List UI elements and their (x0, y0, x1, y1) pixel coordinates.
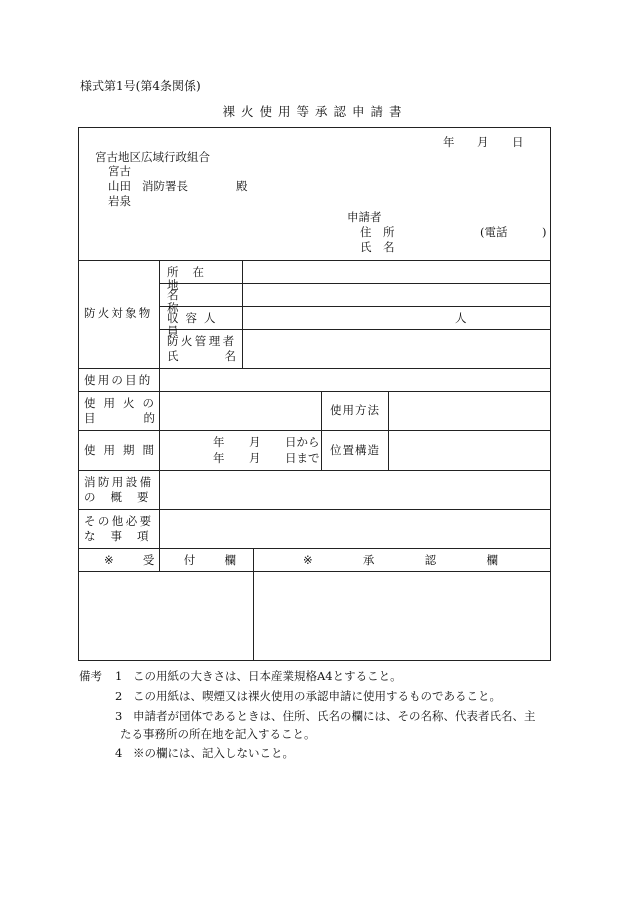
note-3-continuation: たる事務所の所在地を記入すること。 (120, 727, 316, 741)
from-day: 日から (285, 435, 320, 449)
date-day: 日 (512, 135, 524, 149)
date-month: 月 (477, 135, 489, 149)
note-2-number: 2 (115, 689, 123, 703)
rule (78, 430, 551, 431)
approval-char-2: 認 (424, 553, 437, 567)
rule (78, 260, 551, 261)
method-label: 使用方法 (330, 403, 380, 417)
rule (321, 391, 322, 470)
rule (78, 548, 551, 549)
rule (78, 368, 551, 369)
form-title: 裸火使用等承認申請書 (222, 104, 408, 119)
purpose-label: 使用の目的 (84, 373, 153, 387)
address-label: 住 所 (360, 225, 395, 239)
other-label-line2: な事項 (84, 529, 164, 543)
reception-column-header (104, 554, 236, 567)
honorific: 殿 (236, 179, 248, 193)
to-year: 年 (213, 451, 225, 465)
equipment-label-line1: 消防用設備 (84, 475, 154, 489)
approval-char-3: 欄 (486, 553, 498, 567)
note-2-text: この用紙は、喫煙又は裸火使用の承認申請に使用するものであること。 (133, 689, 501, 703)
note-1-number: 1 (115, 669, 123, 683)
station-yamada: 山田 (108, 179, 131, 193)
fire-purpose-label-line2: 目的 (84, 411, 203, 425)
station-iwaizumi: 岩泉 (108, 194, 131, 208)
note-4-text: ※の欄には、記入しないこと。 (133, 746, 294, 760)
from-month: 月 (249, 435, 261, 449)
to-day: 日まで (285, 451, 320, 465)
form-number: 様式第1号(第4条関係) (80, 79, 201, 93)
capacity-unit: 人 (455, 311, 467, 325)
period-label: 使用期間 (84, 443, 162, 457)
location-label-text: 所在地 (167, 265, 218, 292)
other-label-line1: その他必要 (84, 514, 154, 528)
notes-label: 備考 (79, 669, 102, 683)
reception-char-3: 欄 (224, 553, 236, 567)
organization-name: 宮古地区広域行政組合 (95, 150, 210, 164)
note-3-number: 3 (115, 709, 123, 723)
facility-name-label-text: 名称 (167, 288, 221, 315)
rule (78, 571, 551, 572)
phone-label: (電話 ) (480, 225, 547, 239)
fire-chief-label: 消防署長 (142, 179, 188, 193)
position-structure-label: 位置構造 (330, 443, 380, 457)
note-3-text: 申請者が団体であるときは、住所、氏名の欄には、その名称、代表者氏名、主 (133, 709, 536, 723)
name-label: 氏 名 (360, 240, 395, 254)
application-form-table (78, 127, 551, 661)
rule (78, 509, 551, 510)
date-year: 年 (443, 135, 455, 149)
from-year: 年 (213, 435, 225, 449)
reception-char-2: 付 (183, 553, 196, 567)
manager-label-line2: 氏名 (167, 349, 282, 363)
equipment-label-line2: の概要 (84, 490, 164, 504)
rule (78, 470, 551, 471)
fire-purpose-label-line1: 使用火の (84, 396, 162, 410)
rule (388, 391, 389, 470)
manager-label-line1: 防火管理者 (167, 334, 237, 348)
reception-char-1: 受 (142, 553, 155, 567)
target-label-text: 防火対象物 (84, 306, 153, 320)
capacity-label-text: 収容人員 (167, 311, 223, 338)
reception-mark: ※ (104, 553, 114, 567)
approval-mark: ※ (303, 553, 313, 567)
rule (78, 391, 551, 392)
approval-column-header (303, 554, 498, 567)
approval-char-1: 承 (362, 553, 375, 567)
to-month: 月 (249, 451, 261, 465)
station-miyako: 宮古 (108, 164, 131, 178)
note-1-text: この用紙の大きさは、日本産業規格A4とすること。 (133, 669, 402, 683)
target-label (84, 307, 156, 320)
rule (253, 548, 254, 661)
applicant-label: 申請者 (347, 210, 382, 224)
note-4-number: 4 (115, 746, 123, 760)
